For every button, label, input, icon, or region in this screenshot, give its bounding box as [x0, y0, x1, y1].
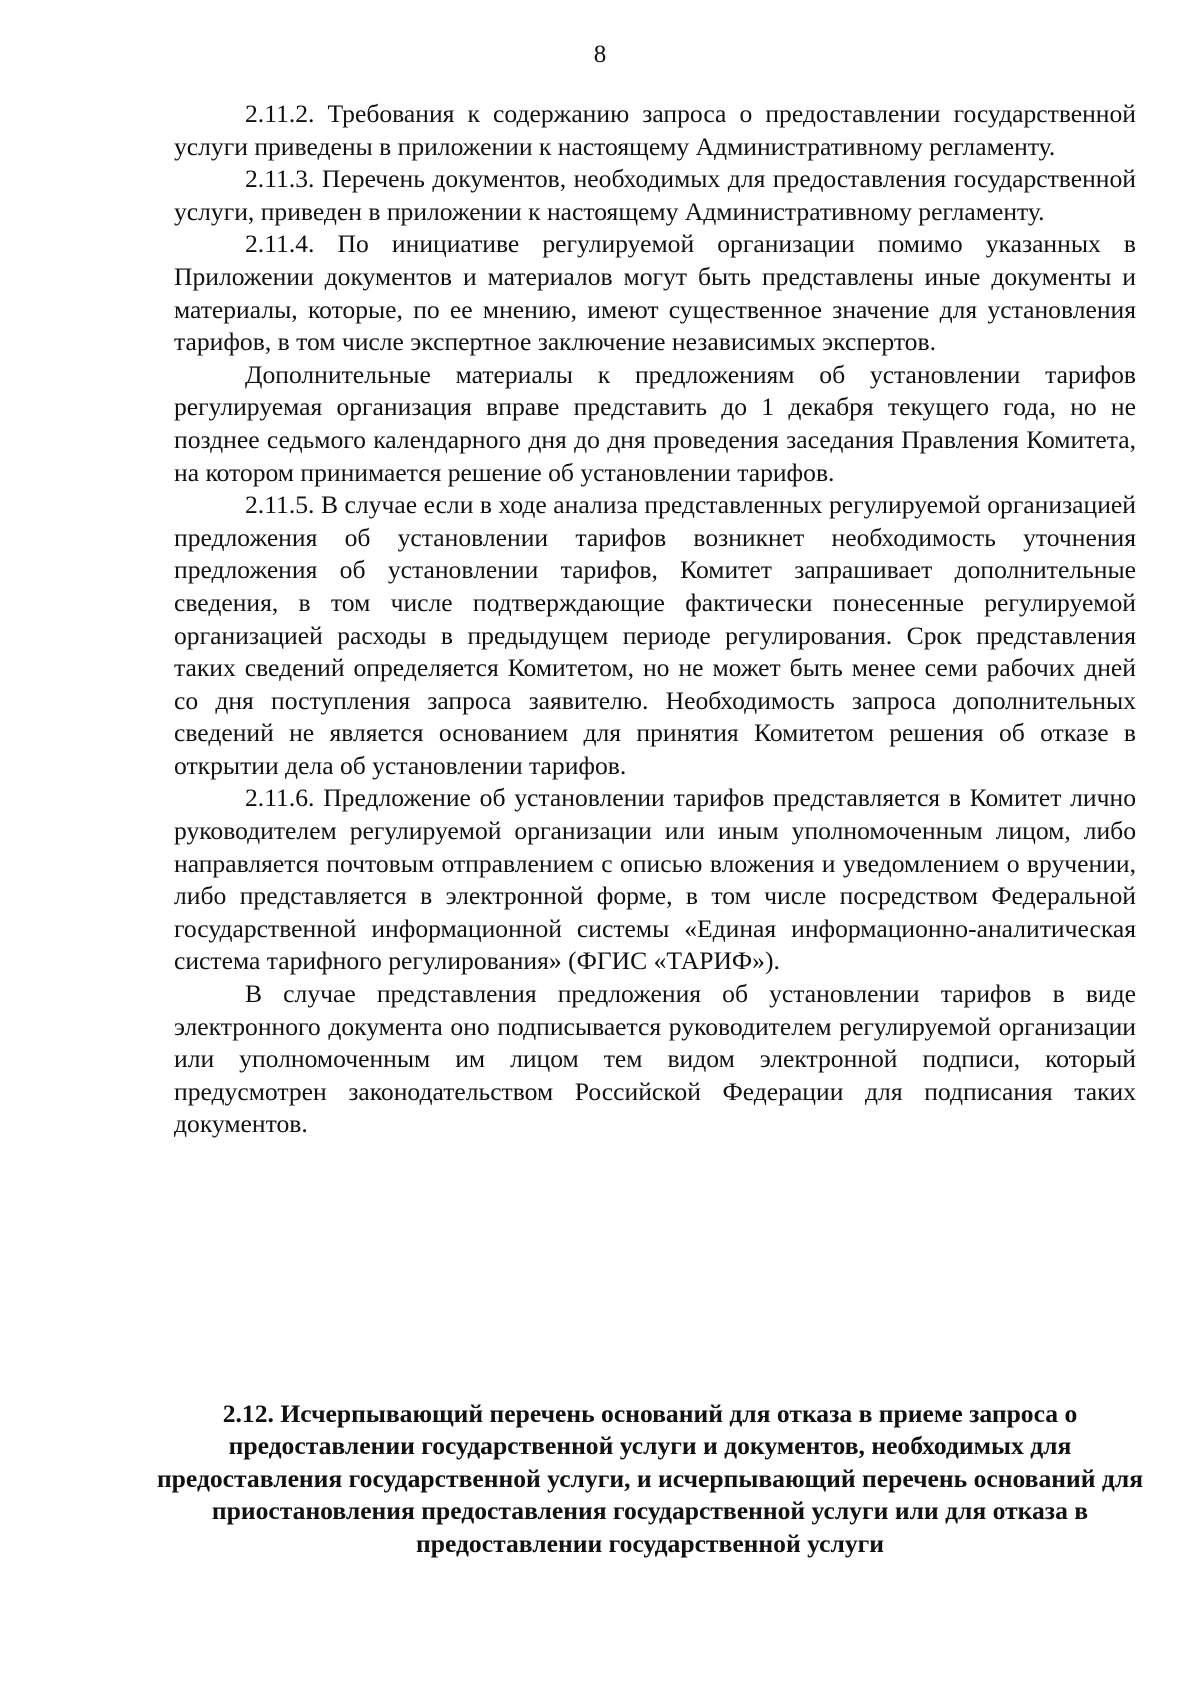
- paragraph-2-11-2: 2.11.2. Требования к содержанию запроса о предоставлении государственной услуги приведены в приложении к настоящему Административному регламенту.: [174, 99, 1136, 161]
- paragraph-2-11-3: 2.11.3. Перечень документов, необходимых для предоставления государственной услуги, приведен в приложении к настоящему Административному регламенту.: [174, 164, 1136, 226]
- page-number: 8: [593, 41, 607, 68]
- paragraph-additional-materials: Дополнительные материалы к предложениям об установлении тарифов регулируемая организация вправе представить до 1 декабря текущего года, но не позднее седьмого календарного дня до дня проведения заседания Правления Комитета, на котором принимается решение об установлении тарифов.: [174, 359, 1136, 487]
- document-body: [174, 98, 1136, 1141]
- paragraph-2-11-5: 2.11.5. В случае если в ходе анализа представленных регулируемой организацией предложения об установлении тарифов возникнет необходимость уточнения предложения об установлении тарифов, Комитет запрашивает дополнительные сведения, в том числе подтверждающие фактически понесенные регулируемой организацией расходы в предыдущем периоде регулирования. Срок представления таких сведений определяется Комитетом, но не может быть менее семи рабочих дней со дня поступления запроса заявителю. Необходимость запроса дополнительных сведений не является основанием для принятия Комитетом решения об отказе в открытии дела об установлении тарифов.: [174, 490, 1136, 780]
- section-heading-2-12: 2.12. Исчерпывающий перечень оснований для отказа в приеме запроса о предоставлении государственной услуги и документов, необходимых для предоставления государственной услуги, и исчерпывающий перечень оснований для приостановления предоставления государственной услуги или для отказа в предоставлении государственной услуги: [156, 1399, 1144, 1558]
- paragraph-electronic-document: В случае представления предложения об установлении тарифов в виде электронного документа оно подписывается руководителем регулируемой организации или уполномоченным им лицом тем видом электронной подписи, который предусмотрен законодательством Российской Федерации для подписания таких документов.: [174, 979, 1136, 1139]
- paragraph-2-11-4: 2.11.4. По инициативе регулируемой организации помимо указанных в Приложении документов и материалов могут быть представлены иные документы и материалы, которые, по ее мнению, имеют существенное значение для установления тарифов, в том числе экспертное заключение независимых экспертов.: [174, 229, 1136, 357]
- paragraph-2-11-6: 2.11.6. Предложение об установлении тарифов представляется в Комитет лично руководителем регулируемой организации или иным уполномоченным лицом, либо направляется почтовым отправлением с описью вложения и уведомлением о вручении, либо представляется в электронной форме, в том числе посредством Федеральной государственной информационной системы «Единая информационно-аналитическая система тарифного регулирования» (ФГИС «ТАРИФ»).: [174, 783, 1136, 976]
